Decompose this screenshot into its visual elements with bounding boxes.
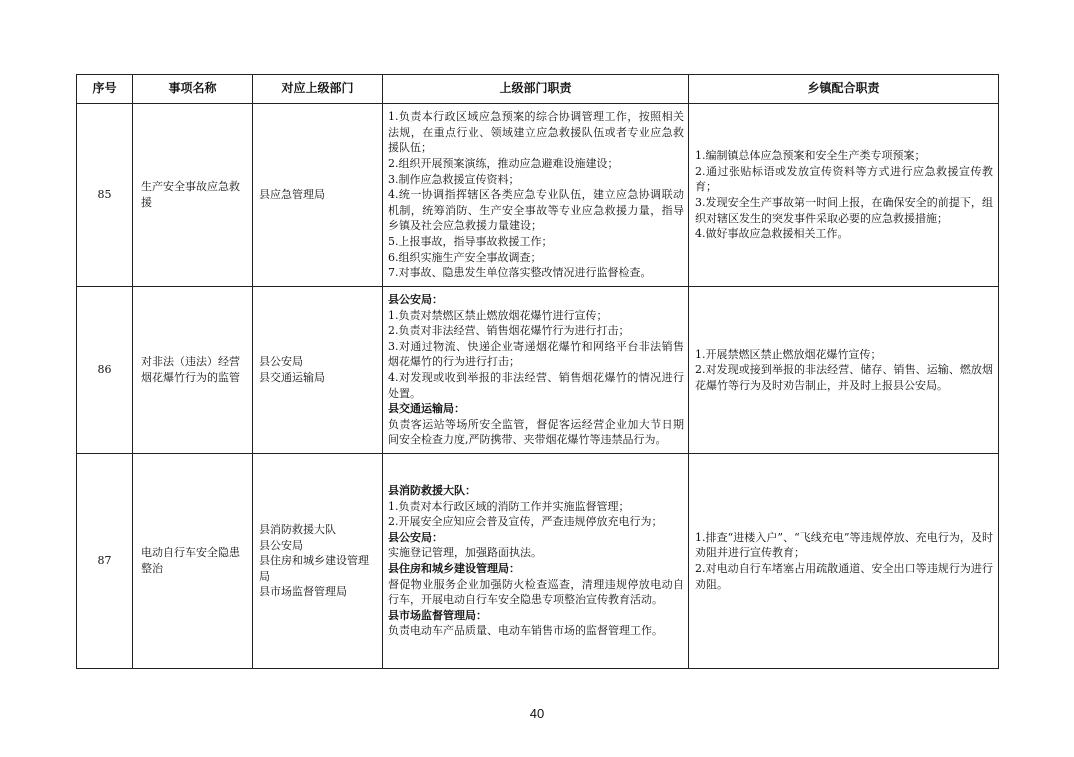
header-superior-duties: 上级部门职责: [383, 75, 689, 104]
row-item-name: 电动自行车安全隐患整治: [133, 454, 253, 669]
department-name: 县应急管理局: [259, 188, 325, 202]
row-superior-duties: [383, 104, 689, 287]
duty-item: 2.负责对非法经营、销售烟花爆竹行为进行打击；: [388, 324, 630, 338]
department-name: 县消防救援大队: [259, 523, 336, 537]
town-duty-item: 1.编制镇总体应急预案和安全生产类专项预案；: [695, 149, 926, 163]
department-subheading: 县公安局：: [388, 293, 443, 307]
header-town-duties: 乡镇配合职责: [689, 75, 999, 104]
department-subheading: 县交通运输局：: [388, 402, 465, 416]
department-subheading: 县公安局：: [388, 530, 443, 544]
table-row: [77, 104, 999, 287]
duty-item: 1.负责对禁燃区禁止燃放烟花爆竹进行宣传；: [388, 308, 608, 322]
row-town-duties: [689, 287, 999, 454]
duty-item: 2.开展安全应知应会普及宣传，严查违规停放充电行为；: [388, 515, 663, 529]
department-name: 县交通运输局: [259, 371, 325, 384]
duty-item: 4.对发现或收到举报的非法经营、销售烟花爆竹的情况进行处置。: [388, 371, 684, 400]
duty-item: 3.对通过物流、快递企业寄递烟花爆竹和网络平台非法销售烟花爆竹的行为进行打击；: [388, 339, 684, 369]
department-name: 县公安局: [259, 538, 303, 552]
row-departments: [253, 454, 383, 669]
row-serial: 87: [77, 454, 133, 669]
duty-item: 5.上报事故，指导事故救援工作；: [388, 234, 553, 248]
duty-item: 3.制作应急救援宣传资料；: [388, 172, 520, 186]
row-serial: 85: [77, 104, 133, 287]
duty-item: 负责电动车产品质量、电动车销售市场的监督管理工作。: [388, 624, 663, 638]
town-duty-item: 2.通过张贴标语或发放宣传资料等方式进行应急救援宣传教育；: [695, 164, 993, 194]
department-subheading: 县住房和城乡建设管理局：: [388, 562, 520, 575]
duty-item: 实施登记管理，加强路面执法。: [388, 546, 542, 560]
page-number: 40: [529, 706, 545, 721]
header-serial: 序号: [77, 75, 133, 104]
department-name: 县住房和城乡建设管理局: [259, 554, 369, 583]
department-subheading: 县市场监督管理局：: [388, 608, 487, 622]
row-item-name: 对非法（违法）经营烟花爆竹行为的监管: [133, 287, 253, 454]
duty-item: 负责客运站等场所安全监管，督促客运经营企业加大节日期间安全检查力度,严防携带、夹带烟花爆竹等违禁品行为。: [388, 417, 684, 447]
duty-item: 1.负责本行政区域应急预案的综合协调管理工作，按照相关法规，在重点行业、领域建立应急救援队伍或者专业应急救援队伍；: [388, 110, 684, 155]
row-superior-duties: [383, 454, 689, 669]
row-departments: [253, 287, 383, 454]
header-superior-dept: 对应上级部门: [253, 75, 383, 104]
duty-item: 6.组织实施生产安全事故调查；: [388, 250, 542, 264]
responsibility-table: [76, 74, 999, 669]
table-header-row: [77, 75, 999, 104]
duty-item: 7.对事故、隐患发生单位落实整改情况进行监督检查。: [388, 266, 652, 280]
row-serial: 86: [77, 287, 133, 454]
header-item-name: 事项名称: [133, 75, 253, 104]
department-name: 县公安局: [259, 355, 303, 369]
duty-item: 督促物业服务企业加强防火检查巡查，清理违规停放电动自行车，开展电动自行车安全隐患专项整治宣传教育活动。: [388, 577, 684, 607]
table-row: [77, 287, 999, 454]
department-name: 县市场监督管理局: [259, 585, 347, 599]
town-duty-item: 1.排查“进楼入户”、“飞线充电”等违规停放、充电行为，及时劝阻并进行宣传教育；: [695, 530, 993, 560]
town-duty-item: 4.做好事故应急救援相关工作。: [695, 227, 849, 241]
row-superior-duties: [383, 287, 689, 454]
duty-item: 1.负责对本行政区域的消防工作并实施监督管理；: [388, 499, 630, 513]
duty-item: 2.组织开展预案演练，推动应急避难设施建设；: [388, 157, 619, 171]
department-subheading: 县消防救援大队：: [388, 484, 476, 498]
town-duty-item: 2.对发现或接到举报的非法经营、储存、销售、运输、燃放烟花爆竹等行为及时劝告制止，并及时上报县公安局。: [695, 363, 993, 392]
duty-item: 4.统一协调指挥辖区各类应急专业队伍，建立应急协调联动机制，统筹消防、生产安全事故等专业应急救援力量，指导乡镇及社会应急救援力量建设；: [388, 188, 684, 233]
town-duty-item: 3.发现安全生产事故第一时间上报，在确保安全的前提下，组织对辖区发生的突发事件采取必要的应急救援措施；: [695, 196, 993, 225]
table-row: [77, 454, 999, 669]
row-item-name: 生产安全事故应急救援: [133, 104, 253, 287]
town-duty-item: 2.对电动自行车堵塞占用疏散通道、安全出口等违规行为进行劝阻。: [695, 562, 993, 591]
row-town-duties: [689, 104, 999, 287]
row-town-duties: [689, 454, 999, 669]
row-departments: [253, 104, 383, 287]
town-duty-item: 1.开展禁燃区禁止燃放烟花爆竹宣传；: [695, 347, 882, 361]
